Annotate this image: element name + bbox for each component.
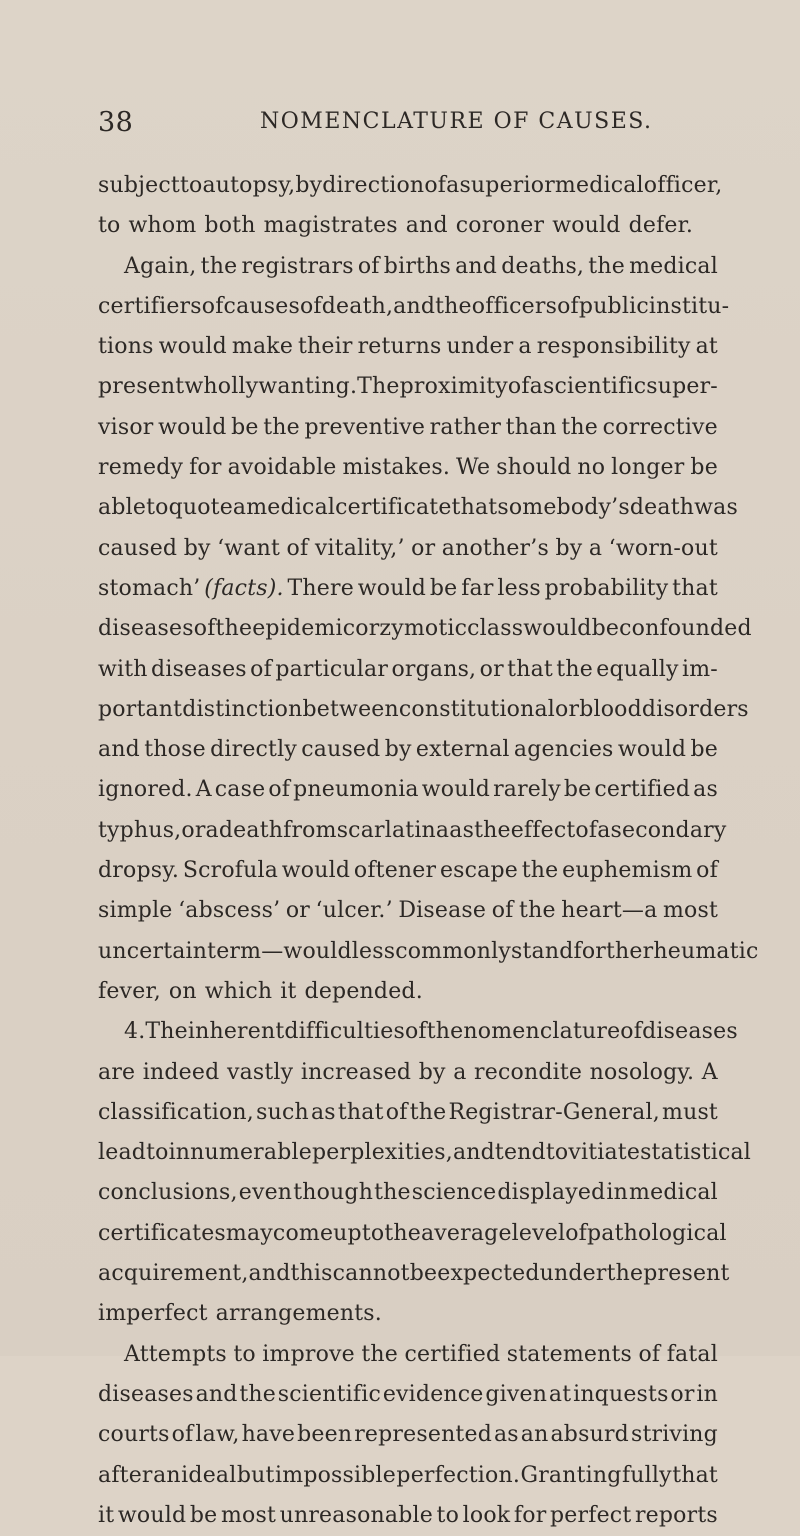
text-line: lead to innumerable perplexities, and tend to vitiate statistical (98, 1140, 752, 1166)
text-line: certifiers of causes of death, and the officers of public institu- (98, 293, 730, 319)
running-head (0, 107, 800, 147)
text-line: conclusions, even though the science displayed in medical (98, 1180, 718, 1206)
text-line: caused by ‘want of vitality,’ or another’s by a ‘worn-out (98, 535, 718, 561)
text-line: diseases and the scientific evidence given at inquests or in (98, 1381, 718, 1407)
text-line: dropsy. Scrofula would oftener escape the euphemism of (98, 858, 718, 884)
text-line: subject to autopsy, by direction of a superior medical officer, (98, 173, 723, 198)
text-line: courts of law, have been represented as an absurd striving (98, 1422, 718, 1448)
text-line: it would be most unreasonable to look for perfect reports (98, 1502, 718, 1528)
text-line: tions would make their returns under a responsibility at (98, 334, 718, 360)
text-line: typhus, or a death from scarlatina as the effect of a secondary (98, 817, 727, 843)
text-line: able to quote a medical certificate that somebody’s death was (98, 495, 738, 521)
text-line: certificates may come up to the average level of pathological (98, 1220, 727, 1246)
chapter-title: NOMENCLATURE OF CAUSES. (260, 109, 653, 134)
body-text (98, 166, 759, 1536)
text-line: Again, the registrars of births and deaths, the medical (124, 253, 718, 279)
text-line: visor would be the preventive rather than the corrective (98, 414, 718, 440)
text-line: 4. The inherent difficulties of the nomenclature of diseases (124, 1019, 738, 1045)
text-line: present wholly wanting. The proximity of a scientific super- (98, 374, 718, 400)
text-line: acquirement, and this cannot be expected under the present (98, 1261, 730, 1287)
text-line: ignored. A case of pneumonia would rarely be certified as (98, 777, 718, 803)
text-line: Attempts to improve the certified statements of fatal (124, 1341, 718, 1367)
text-line: and those directly caused by external agencies would be (98, 737, 718, 763)
text-line: uncertain term—would less commonly stand for the rheumatic (98, 938, 759, 964)
text-line: portant distinction between constitutional or blood disorders (98, 696, 749, 722)
text-line: simple ‘abscess’ or ‘ulcer.’ Disease of the heart—a most (98, 898, 718, 924)
text-line: with diseases of particular organs, or that the equally im- (98, 656, 718, 682)
text-line: remedy for avoidable mistakes. We should no longer be (98, 455, 718, 481)
text-line: to whom both magistrates and coroner would defer. (98, 213, 694, 239)
text-line: stomach’ (facts). There would be far less probability that (98, 575, 718, 601)
text-line: are indeed vastly increased by a recondite nosology. A (98, 1059, 718, 1085)
text-line: imperfect arrangements. (98, 1301, 382, 1327)
text-line: classification, such as that of the Registrar-General, must (98, 1099, 718, 1125)
text-line: diseases of the epidemic or zymotic class would be confounded (98, 616, 752, 642)
text-line: fever, on which it depended. (98, 978, 423, 1004)
text-line: after an ideal but impossible perfection. Granting fully that (98, 1462, 718, 1488)
page-number: 38 (98, 107, 134, 138)
